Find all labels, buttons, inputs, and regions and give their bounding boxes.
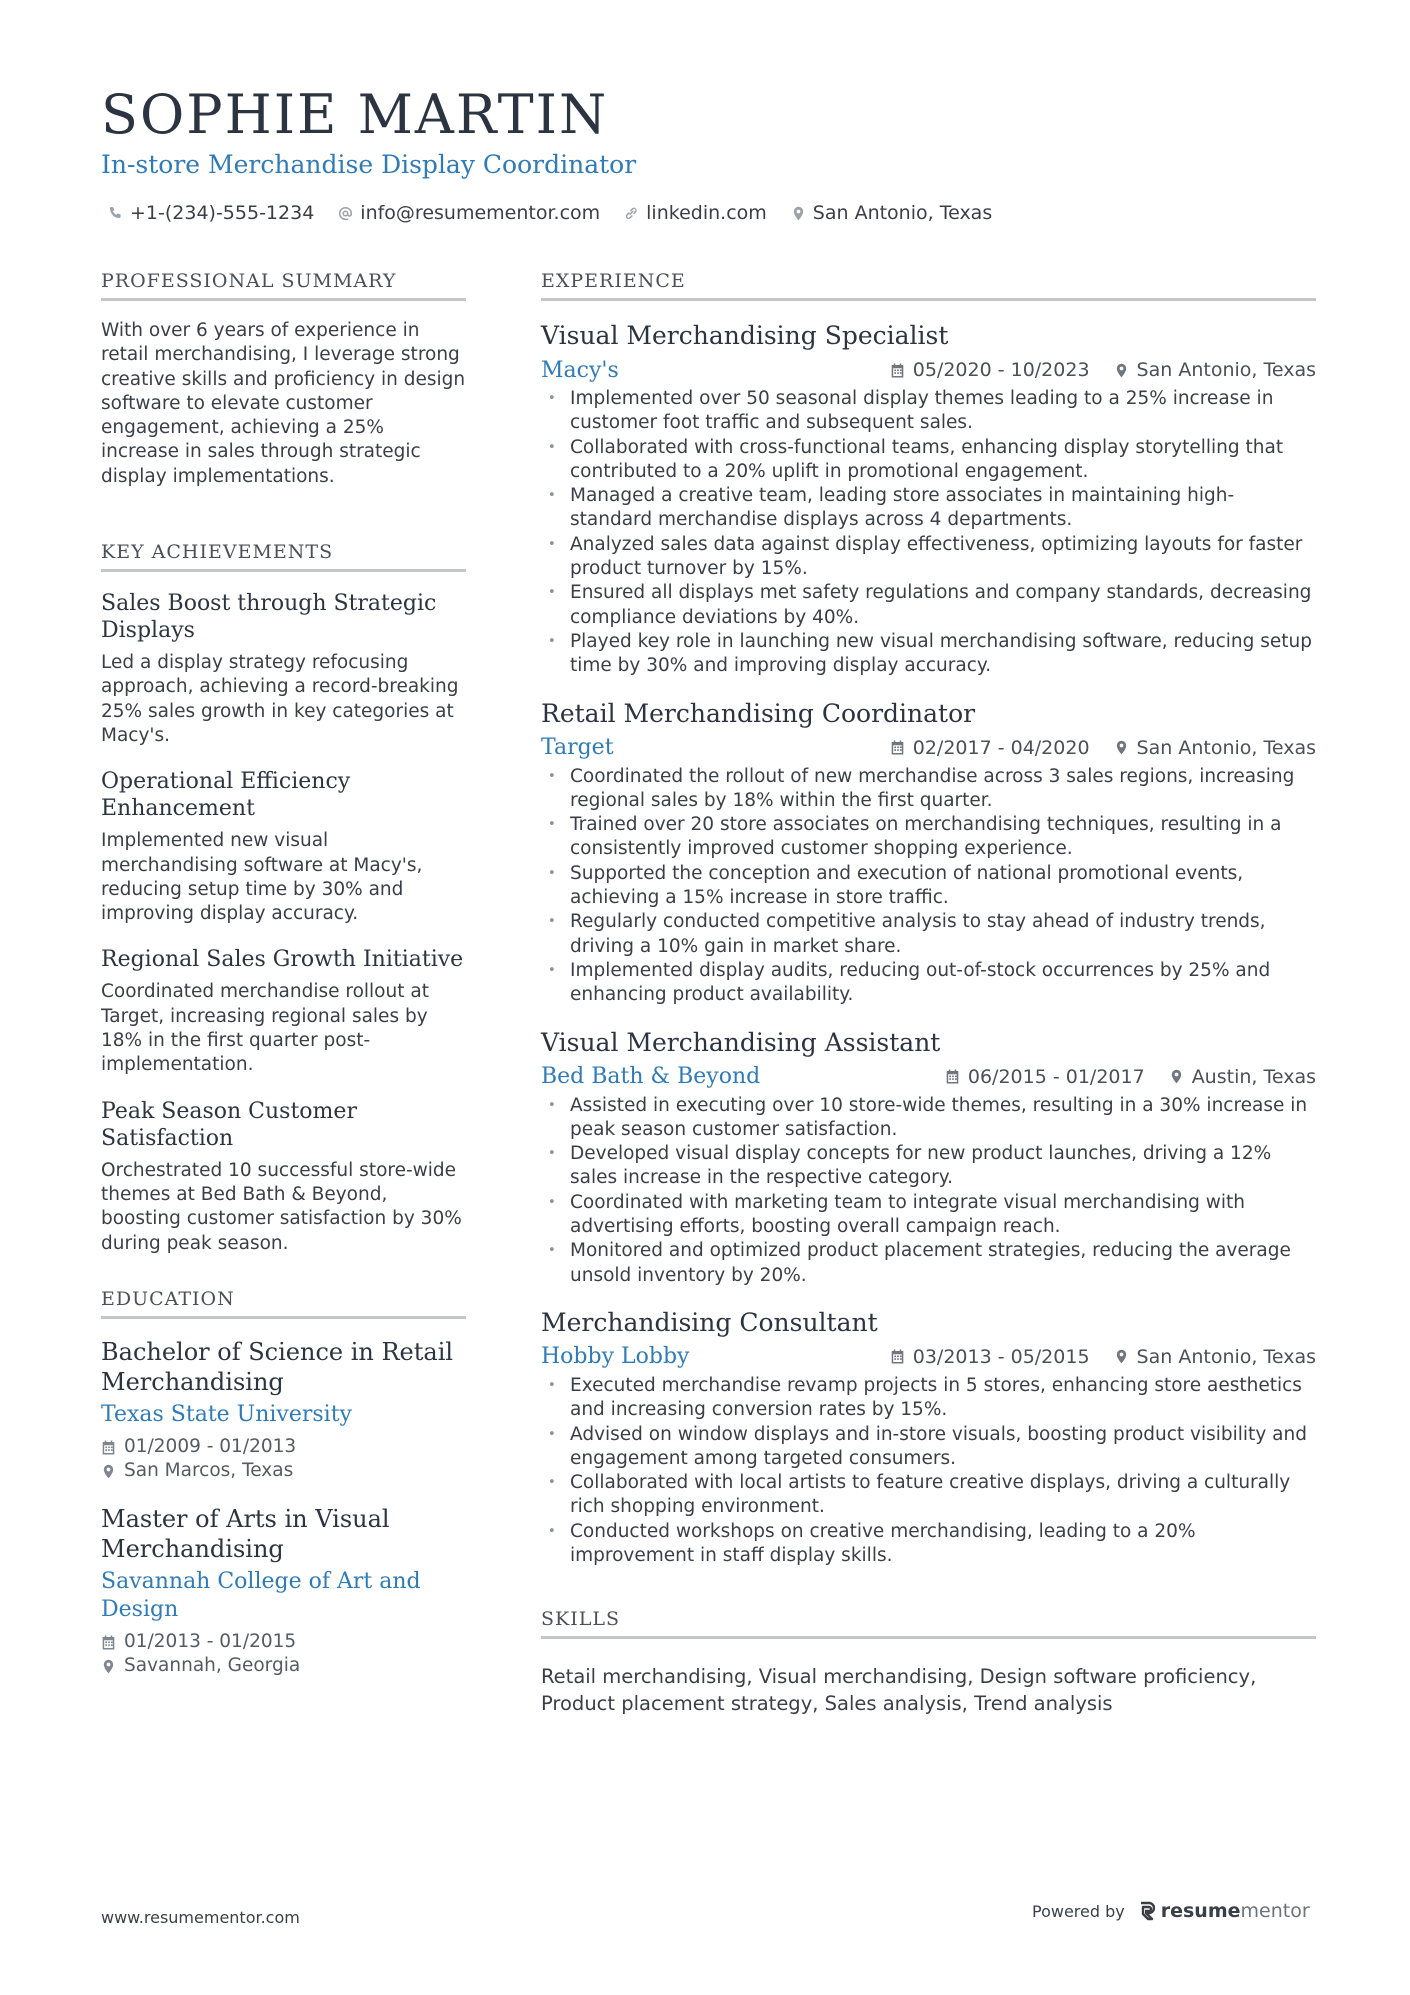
location-pin-icon (1114, 363, 1129, 378)
education-heading: EDUCATION (101, 1286, 466, 1319)
contact-email-text[interactable]: info@resumementor.com (360, 202, 601, 224)
education-dates (101, 1435, 466, 1460)
job-entry (541, 697, 1316, 1008)
calendar-icon (945, 1069, 960, 1084)
achievement-text: Orchestrated 10 successful store-wide themes at Bed Bath & Beyond, boosting customer satisfaction by 30% during peak season. (101, 1159, 462, 1254)
job-dates (945, 1066, 1145, 1088)
candidate-name: SOPHIE MARTIN (101, 83, 609, 146)
achievement-item (101, 946, 466, 1077)
job-dates-text: 05/2020 - 10/2023 (912, 359, 1090, 381)
job-company: Bed Bath & Beyond (541, 1064, 761, 1090)
job-info-row (541, 1340, 1316, 1374)
job-bullet: • Analyzed sales data against display effectiveness, optimizing layouts for faster product turnover by 15%. (541, 533, 1316, 582)
job-bullets (541, 387, 1316, 679)
job-location-text: San Antonio, Texas (1136, 1345, 1316, 1368)
contact-linkedin-text[interactable]: linkedin.com (646, 202, 767, 224)
job-bullet: • Supported the conception and execution of national promotional events, achieving a 15% increase in store traffic. (541, 862, 1316, 911)
right-column (541, 268, 1316, 1717)
job-dates-text: 02/2017 - 04/2020 (912, 736, 1090, 759)
job-bullet: • Regularly conducted competitive analysis to stay ahead of industry trends, driving a 10% gain in market share. (541, 910, 1316, 959)
skills-heading: SKILLS (541, 1606, 1316, 1639)
achievement-item (101, 590, 466, 748)
location-pin-icon (1114, 1349, 1129, 1364)
job-entry (541, 1306, 1316, 1568)
job-bullet: • Ensured all displays met safety regulations and company standards, decreasing compliance deviations by 40%. (541, 581, 1316, 630)
location-pin-icon (101, 1464, 116, 1479)
achievement-title: Operational Efficiency Enhancement (101, 769, 351, 822)
contact-location-text: San Antonio, Texas (812, 202, 993, 224)
education-location-text: San Marcos, Texas (124, 1460, 294, 1482)
job-info-row (541, 731, 1316, 765)
resumementor-logo-icon (1139, 1901, 1155, 1921)
summary-text: With over 6 years of experience in retail merchandising, I leverage strong creative skills and proficiency in design software to elevate customer engagement, achieving a 25% increase in sales through strategic display implementations. (101, 320, 466, 487)
job-company: Macy's (541, 357, 619, 383)
contact-phone-text: +1-(234)-555-1234 (130, 202, 315, 224)
calendar-icon (890, 363, 905, 378)
job-location (1114, 359, 1316, 381)
skills-section (541, 1606, 1316, 1717)
job-company: Target (541, 735, 614, 761)
job-location-text: San Antonio, Texas (1136, 736, 1316, 759)
job-meta (890, 737, 1316, 759)
achievements-section (101, 539, 466, 1256)
education-section (101, 1286, 466, 1679)
phone-icon (108, 206, 123, 221)
experience-section (541, 268, 1316, 1568)
job-dates-text: 03/2013 - 05/2015 (912, 1345, 1090, 1368)
footer-branding (1032, 1900, 1310, 1922)
job-company: Hobby Lobby (541, 1344, 690, 1370)
job-title: Merchandising Consultant (541, 1307, 878, 1337)
experience-heading: EXPERIENCE (541, 268, 1316, 301)
job-bullet: • Conducted workshops on creative merchandising, leading to a 20% improvement in staff display skills. (541, 1520, 1316, 1569)
job-meta (890, 359, 1316, 381)
skills-text: Retail merchandising, Visual merchandising, Design software proficiency, Product placement strategy, Sales analysis, Trend analysis (541, 1665, 1257, 1716)
location-pin-icon (101, 1659, 116, 1674)
education-location (101, 1459, 466, 1484)
education-dates (101, 1630, 466, 1655)
contact-linkedin[interactable] (624, 198, 767, 228)
job-bullet: • Coordinated the rollout of new merchandise across 3 sales regions, increasing regional sales by 18% within the first quarter. (541, 765, 1316, 814)
achievement-text: Coordinated merchandise rollout at Target, increasing regional sales by 18% in the first quarter post-implementation. (101, 981, 429, 1076)
job-location (1114, 1346, 1316, 1368)
job-location (1169, 1066, 1316, 1088)
left-column (101, 268, 466, 1699)
education-dates-text: 01/2009 - 01/2013 (124, 1435, 297, 1457)
summary-heading: PROFESSIONAL SUMMARY (101, 268, 466, 301)
job-title: Retail Merchandising Coordinator (541, 698, 976, 728)
education-dates-text: 01/2013 - 01/2015 (124, 1630, 297, 1652)
location-pin-icon (791, 206, 806, 221)
job-bullet: • Implemented display audits, reducing out-of-stock occurrences by 25% and enhancing product availability. (541, 959, 1316, 1008)
contact-phone (108, 198, 314, 228)
job-bullet: • Managed a creative team, leading store associates in maintaining high-standard merchandise displays across 4 departments. (541, 484, 1316, 533)
job-location (1114, 737, 1316, 759)
job-dates (890, 359, 1090, 381)
job-location-text: San Antonio, Texas (1136, 359, 1316, 381)
brand-name-light: mentor (1240, 1900, 1310, 1922)
job-meta (945, 1066, 1316, 1088)
link-icon (624, 206, 639, 221)
brand-logo[interactable] (1139, 1900, 1310, 1922)
job-bullet: • Played key role in launching new visual merchandising software, reducing setup time by 30% and improving display accuracy. (541, 630, 1316, 679)
candidate-role: In-store Merchandise Display Coordinator (101, 150, 637, 179)
education-degree: Master of Arts in Visual Merchandising (101, 1504, 390, 1563)
job-location-text: Austin, Texas (1191, 1065, 1316, 1088)
achievements-heading: KEY ACHIEVEMENTS (101, 539, 466, 572)
job-bullet: • Developed visual display concepts for new product launches, driving a 12% sales increase in the respective category. (541, 1142, 1316, 1191)
achievement-title: Peak Season Customer Satisfaction (101, 1098, 357, 1151)
achievement-text: Implemented new visual merchandising software at Macy's, reducing setup time by 30% and improving display accuracy. (101, 830, 423, 925)
job-bullet: • Implemented over 50 seasonal display themes leading to a 25% increase in customer foot traffic and subsequent sales. (541, 387, 1316, 436)
achievement-title: Sales Boost through Strategic Displays (101, 591, 437, 644)
education-school: Savannah College of Art and Design (101, 1568, 421, 1622)
achievement-text: Led a display strategy refocusing approach, achieving a record-breaking 25% sales growth in key categories at Macy's. (101, 652, 459, 746)
calendar-icon (890, 1349, 905, 1364)
calendar-icon (890, 740, 905, 755)
achievement-item (101, 768, 466, 926)
job-info-row (541, 353, 1316, 387)
job-bullet: • Advised on window displays and in-store visuals, boosting product visibility and engagement among targeted consumers. (541, 1423, 1316, 1472)
job-bullet: • Collaborated with cross-functional teams, enhancing display storytelling that contributed to a 20% uplift in promotional engagement. (541, 436, 1316, 485)
calendar-icon (101, 1635, 116, 1650)
contact-email[interactable] (338, 198, 600, 228)
job-title: Visual Merchandising Assistant (541, 1027, 941, 1057)
contact-location (791, 198, 992, 228)
education-school: Texas State University (101, 1401, 352, 1427)
footer-website[interactable]: www.resumementor.com (101, 1908, 300, 1927)
education-item (101, 1337, 466, 1484)
job-meta (890, 1346, 1316, 1368)
job-bullet: • Coordinated with marketing team to integrate visual merchandising with advertising efforts, boosting overall campaign reach. (541, 1191, 1316, 1240)
at-icon (338, 206, 353, 221)
summary-section (101, 268, 466, 489)
job-info-row (541, 1060, 1316, 1094)
job-bullets (541, 765, 1316, 1008)
education-location (101, 1654, 466, 1679)
job-dates (890, 1346, 1090, 1368)
calendar-icon (101, 1440, 116, 1455)
job-bullet: • Assisted in executing over 10 store-wide themes, resulting in a 30% increase in peak season customer satisfaction. (541, 1094, 1316, 1143)
education-degree: Bachelor of Science in Retail Merchandising (101, 1337, 454, 1396)
powered-by-label: Powered by (1032, 1901, 1125, 1921)
job-dates (890, 737, 1090, 759)
job-entry (541, 1026, 1316, 1288)
education-location-text: Savannah, Georgia (124, 1655, 301, 1677)
education-item (101, 1504, 466, 1679)
job-bullets (541, 1094, 1316, 1288)
job-bullet: • Executed merchandise revamp projects in 5 stores, enhancing store aesthetics and increasing conversion rates by 15%. (541, 1374, 1316, 1423)
job-bullets (541, 1374, 1316, 1568)
job-bullet: • Monitored and optimized product placement strategies, reducing the average unsold inventory by 20%. (541, 1239, 1316, 1288)
location-pin-icon (1169, 1069, 1184, 1084)
achievement-item (101, 1098, 466, 1256)
job-title: Visual Merchandising Specialist (541, 321, 949, 350)
location-pin-icon (1114, 740, 1129, 755)
brand-name-bold: resume (1160, 1900, 1241, 1922)
job-bullet: • Trained over 20 store associates on merchandising techniques, resulting in a consistently improved customer shopping experience. (541, 813, 1316, 862)
job-bullet: • Collaborated with local artists to feature creative displays, driving a culturally rich shopping environment. (541, 1471, 1316, 1520)
job-dates-text: 06/2015 - 01/2017 (967, 1065, 1145, 1088)
job-entry (541, 319, 1316, 679)
contact-bar (108, 198, 992, 228)
achievement-title: Regional Sales Growth Initiative (101, 947, 464, 973)
